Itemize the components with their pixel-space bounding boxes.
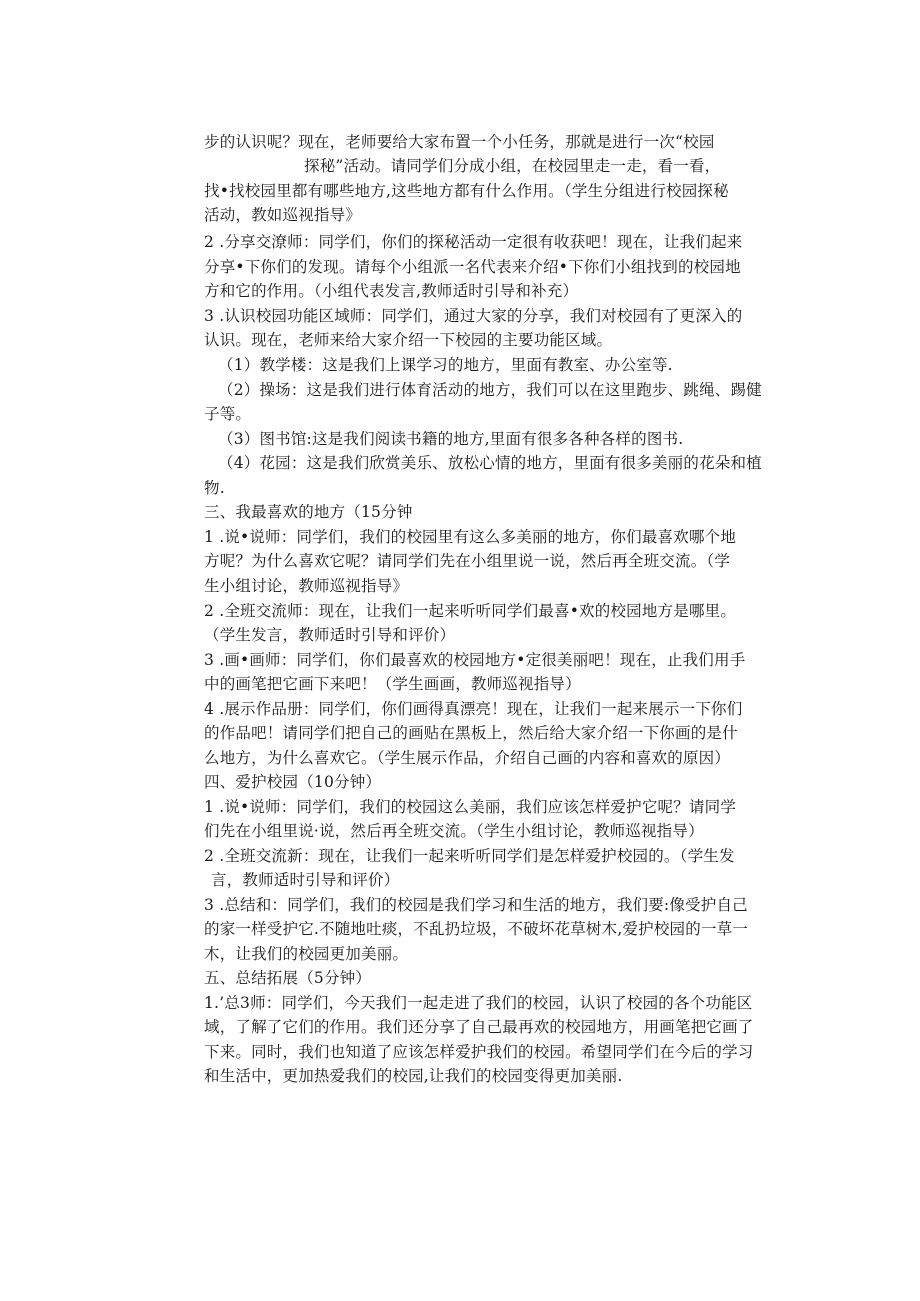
text-line: （1）教学楼：这是我们上课学习的地方，里面有教室、办公室等. [218,356,673,374]
text-line: 木，让我们的校园更加美丽。 [204,945,409,963]
text-line: 认识。现在，老师来给大家介绍一下校园的主要功能区域。 [204,331,613,349]
text-line: 域，了解了它们的作用。我们还分享了自己最再欢的校园地方，用画笔把它画了 [204,1018,754,1036]
text-line: 步的认识呢？现在，老师要给大家布置一个小任务，那就是进行一次“校园 [204,133,715,151]
text-line: 1.’总3师：同学们，今天我们一起走进了我们的校园，认识了校园的各个功能区 [204,994,753,1012]
text-line: （3）图书馆:这是我们阅读书籍的地方,里面有很多各种各样的图书. [218,430,684,448]
section-heading: 三、我最喜欢的地方（15分钟 [204,503,413,521]
text-line: 活动，教如巡视指导》 [204,206,362,224]
section-heading: 五、总结拓展（5分钟） [204,969,372,987]
text-line: 的作品吧！请同学们把自己的画贴在黑板上，然后给大家介绍一下你画的是什 [204,724,738,742]
text-line: 1 .说•说师：同学们，我们的校园这么美丽，我们应该怎样爱护它呢？请同学 [204,798,737,816]
text-line: 2 .全班交流新：现在，让我们一起来听听同学们是怎样爱护校园的。（学生发 [204,847,735,865]
text-line: （2）操场：这是我们进行体育活动的地方，我们可以在这里跑步、跳绳、踢健 [218,381,762,399]
text-line: 分享•下你们的发现。请每个小组派一名代表来介绍•下你们小组找到的校园地 [204,258,741,276]
text-line: 4 .展示作品册：同学们，你们画得真漂亮！现在，让我们一起来展示一下你们 [204,700,743,718]
section-heading: 四、爱护校园（10分钟） [204,773,382,791]
text-line: 的家一样受护它.不随地吐痰，不乱扔垃圾，不破坏花草树木,爱护校园的一草一 [204,920,749,938]
text-line: （4）花园：这是我们欣赏美乐、放松心情的地方，里面有很多美丽的花朵和植 [218,454,762,472]
text-line: 找•找校园里都有哪些地方,这些地方都有什么作用。（学生分组进行校园探秘 [204,182,729,200]
text-line: 2 .分享交潦师：同学们，你们的探秘活动一定很有收获吧！现在，让我们起来 [204,233,743,251]
text-line: 么地方，为什么喜欢它。（学生展示作品，介绍自己画的内容和喜欢的原因） [204,749,731,767]
text-line: 和生活中，更加热爱我们的校园,让我们的校园变得更加美丽. [204,1067,623,1085]
text-line: 2 .全班交流师：现在，让我们一起来听听同学们最喜•欢的校园地方是哪里。 [204,602,737,620]
text-line: 物. [204,479,225,497]
text-line: （学生发言，教师适时引导和评价） [204,626,456,644]
text-line: 下来。同时，我们也知道了应该怎样爱护我们的校园。希望同学们在今后的学习 [204,1043,754,1061]
text-line: 3 .画•画师：同学们，你们最喜欢的校园地方•定很美丽吧！现在，止我们用手 [204,651,746,669]
text-line: 3 .认识校园功能区域师：同学们，通过大家的分享，我们对校园有了更深入的 [204,307,743,325]
text-line: 方和它的作用。（小组代表发言,教师适时引导和补充） [204,282,579,300]
text-line: 探秘”活动。请同学们分成小组，在校园里走一走，看一看， [304,157,721,175]
text-line: 方呢？为什么喜欢它呢？请同学们先在小组里说一说，然后再全班交流。（学 [204,552,731,570]
text-line: 们先在小组里说·说，然后再全班交流。（学生小组讨论，教师巡视指导） [204,822,704,840]
text-line: 中的画笔把它画下来吧！（学生画画，教师巡视指导） [204,675,581,693]
text-line: 子等。 [204,405,252,423]
text-line: 生小组讨论，教师巡视指导》 [204,577,409,595]
text-line: 1 .说•说师：同学们，我们的校园里有这么多美丽的地方，你们最喜欢哪个地 [204,528,737,546]
text-line: 3 .总结和：同学们，我们的校园是我们学习和生活的地方，我们要:像受护自己 [204,896,748,914]
text-line: 言，教师适时引导和评价） [211,871,400,889]
